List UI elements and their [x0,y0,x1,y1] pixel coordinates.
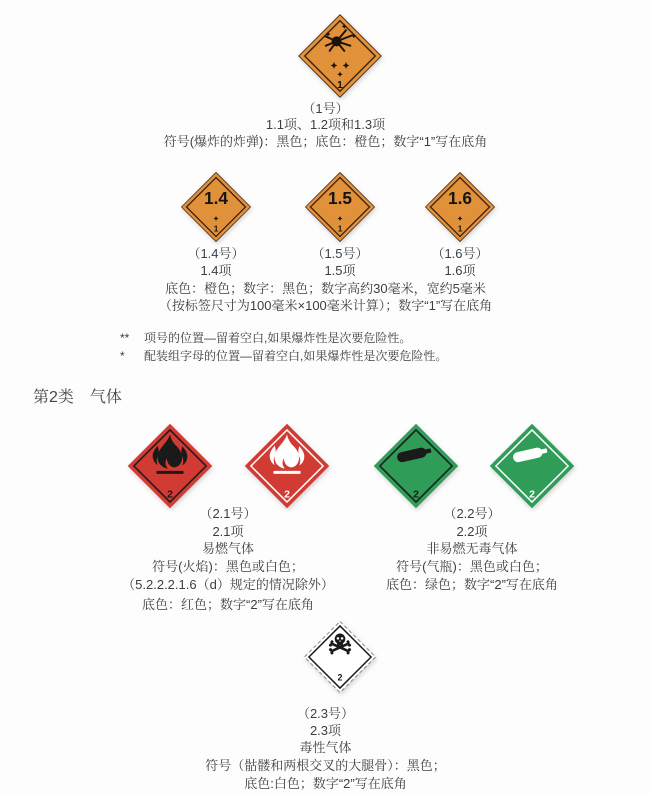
corner-number: 1 [337,79,343,91]
label-1-5-division-caption: 1.5项 [324,263,356,278]
group22-line: 底色：绿色；数字“2”写在底角 [386,577,558,592]
class2-heading: 第2类 气体 [33,389,122,406]
label-1-6-division-caption: 1.6项 [444,263,476,278]
footnote-double-asterisk [120,331,411,346]
group21-line: 2.1项 [212,524,244,539]
corner-number: 1 [213,224,219,234]
division-number: 1.4 [203,188,229,209]
group21-line: 易燃气体 [201,541,254,556]
group21-line: 符号(火焰)：黑色或白色； [152,559,304,574]
group21-line: 底色：红色；数字“2”写在底角 [142,597,314,612]
label-class1-explosive [297,13,383,99]
label-2-3-toxic-gas [303,620,377,694]
division-number: 1.5 [327,188,353,209]
corner-number: 2 [284,488,290,501]
corner-number: 1 [337,224,343,234]
footnote-marker: ** [120,331,130,345]
corner-number: 1 [457,224,463,234]
class1-sub-description-line2: （按标签尺寸为100毫米×100毫米计算）；数字“1”写在底角 [158,298,493,313]
class1-description: 符号(爆炸的炸弹)：黑色；底色：橙色；数字“1”写在底角 [163,134,488,149]
group23-line: 符号（骷髅和两根交叉的大腿骨）：黑色； [205,758,446,773]
label-2-1-flammable-gas-white [243,422,331,510]
corner-number: 2 [337,672,343,683]
label-1-4-division-caption: 1.4项 [200,263,232,278]
corner-number: 2 [413,488,419,501]
group21-line: （2.1号） [199,506,257,521]
footnote-text: 项号的位置—留着空白,如果爆炸性是次要危险性。 [144,331,412,345]
division-number: 1.6 [447,188,473,209]
footnote-marker: * [120,349,125,363]
label-division-1-6 [424,171,496,243]
label-1-4-number-caption: （1.4号） [187,246,245,261]
group23-line: 2.3项 [309,723,342,738]
corner-number: 2 [529,488,535,501]
footnote-text: 配装组字母的位置—留着空白,如果爆炸性是次要危险性。 [144,349,448,363]
group22-line: 非易燃无毒气体 [426,541,518,556]
label-2-2-nonflammable-gas-black [372,422,460,510]
corner-number: 2 [167,488,173,501]
label-1-6-number-caption: （1.6号） [431,246,489,261]
label-division-1-5 [304,171,376,243]
group21-line: （5.2.2.2.1.6（d）规定的情况除外） [122,577,334,592]
class1-divisions-caption: 1.1项、1.2项和1.3项 [265,117,386,132]
group22-line: 符号(气瓶)：黑色或白色； [396,559,548,574]
class1-sub-description-line1: 底色：橙色；数字：黑色；数字高约30毫米，宽约5毫米 [165,281,486,296]
footnote-single-asterisk [120,349,447,364]
label-1-5-number-caption: （1.5号） [311,246,369,261]
class1-label-number-caption: （1号） [302,101,349,116]
group22-line: （2.2号） [443,506,501,521]
group23-line: 底色:白色；数字“2”写在底角 [244,776,407,791]
label-division-1-4 [180,171,252,243]
group22-line: 2.2项 [456,524,488,539]
group23-line: （2.3号） [296,706,355,721]
group23-line: 毒性气体 [299,740,352,755]
label-2-2-nonflammable-gas-white [488,422,576,510]
label-2-1-flammable-gas-black [126,422,214,510]
